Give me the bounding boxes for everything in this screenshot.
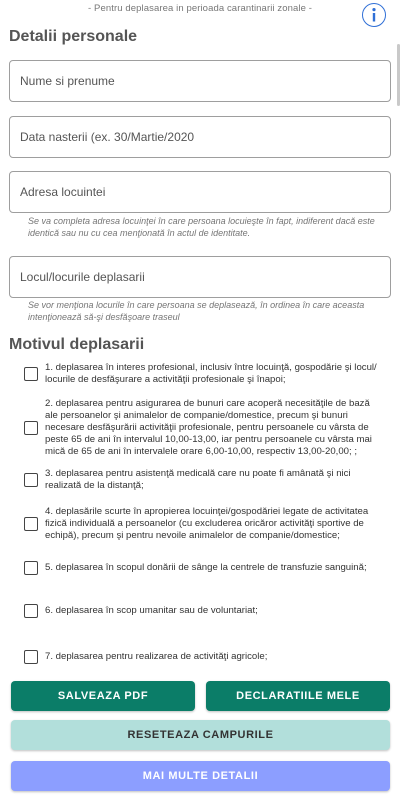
reason-item-2[interactable] [24, 398, 384, 458]
reason-checkbox[interactable] [24, 473, 38, 487]
save-pdf-button[interactable]: SALVEAZA PDF [11, 681, 195, 711]
reason-label: 7. deplasarea pentru realizarea de activităţi agricole; [45, 651, 268, 662]
reason-item-5[interactable] [24, 560, 384, 576]
reason-item-3[interactable] [24, 468, 384, 492]
name-input[interactable] [10, 61, 390, 101]
places-input[interactable] [10, 257, 390, 297]
address-field[interactable] [9, 171, 391, 213]
reason-label: 4. deplasările scurte în apropierea locuinţei/gospodăriei legate de activitatea fizică individuală a persoanelor (cu excluderea oricăror activităţi sportive de echipă), precum şi pentru nevoile animalelor de companie/domestice; [45, 506, 369, 541]
reason-item-1[interactable] [24, 362, 384, 386]
more-details-button[interactable]: MAI MULTE DETALII [11, 761, 390, 791]
address-hint: Se va completa adresa locuinţei în care persoana locuieşte în fapt, indiferent dacă este identică sau nu cu cea menţionată în actul de identitate. [28, 216, 375, 238]
reason-checkbox[interactable] [24, 604, 38, 618]
header-note: - Pentru deplasarea in perioada carantinarii zonale - [88, 3, 312, 14]
reason-label: 3. deplasarea pentru asistenţă medicală care nu poate fi amânată şi nici realizată de la distanţă; [45, 468, 351, 491]
birthdate-field[interactable] [9, 116, 391, 158]
birthdate-input[interactable] [10, 117, 390, 157]
reason-label: 5. deplasarea în scopul donării de sânge la centrele de transfuzie sanguină; [45, 562, 367, 573]
reason-item-4[interactable] [24, 506, 384, 542]
reason-label: 1. deplasarea în interes profesional, inclusiv între locuinţă, gospodărie şi locul/ locurile de desfăşurare a activităţii profesionale şi înapoi; [45, 362, 377, 385]
address-input[interactable] [10, 172, 390, 212]
places-hint: Se vor menţiona locurile în care persoana se deplasează, în ordinea în care aceasta intenţionează să-şi desfăşoare traseul [28, 300, 365, 322]
name-field[interactable] [9, 60, 391, 102]
reason-checkbox[interactable] [24, 517, 38, 531]
reason-checkbox[interactable] [24, 421, 38, 435]
my-declarations-button[interactable]: DECLARATIILE MELE [206, 681, 390, 711]
reason-checkbox[interactable] [24, 650, 38, 664]
reset-fields-button[interactable]: RESETEAZA CAMPURILE [11, 720, 390, 750]
info-icon[interactable] [362, 3, 386, 27]
reason-item-7[interactable] [24, 649, 384, 665]
reason-label: 2. deplasarea pentru asigurarea de bunuri care acoperă necesităţile de bază ale persoanelor şi animalelor de companie/domestice, precum şi bunuri necesare desfăşurării activităţii profesionale, pentru persoanele cu vârsta de peste 65 de ani în intervalul 10,00-13,00, iar pentru persoanele cu vârsta mai mică de 65 de ani în intervalele orare 6,00-10,00, respectiv 13,00-20,00; ; [45, 398, 372, 457]
reason-item-6[interactable] [24, 603, 384, 619]
section-title-personal: Detalii personale [9, 28, 138, 45]
reason-checkbox[interactable] [24, 561, 38, 575]
reason-label: 6. deplasarea în scop umanitar sau de voluntariat; [45, 605, 258, 616]
section-title-reasons: Motivul deplasarii [9, 336, 145, 353]
reason-checkbox[interactable] [24, 367, 38, 381]
places-field[interactable] [9, 256, 391, 298]
